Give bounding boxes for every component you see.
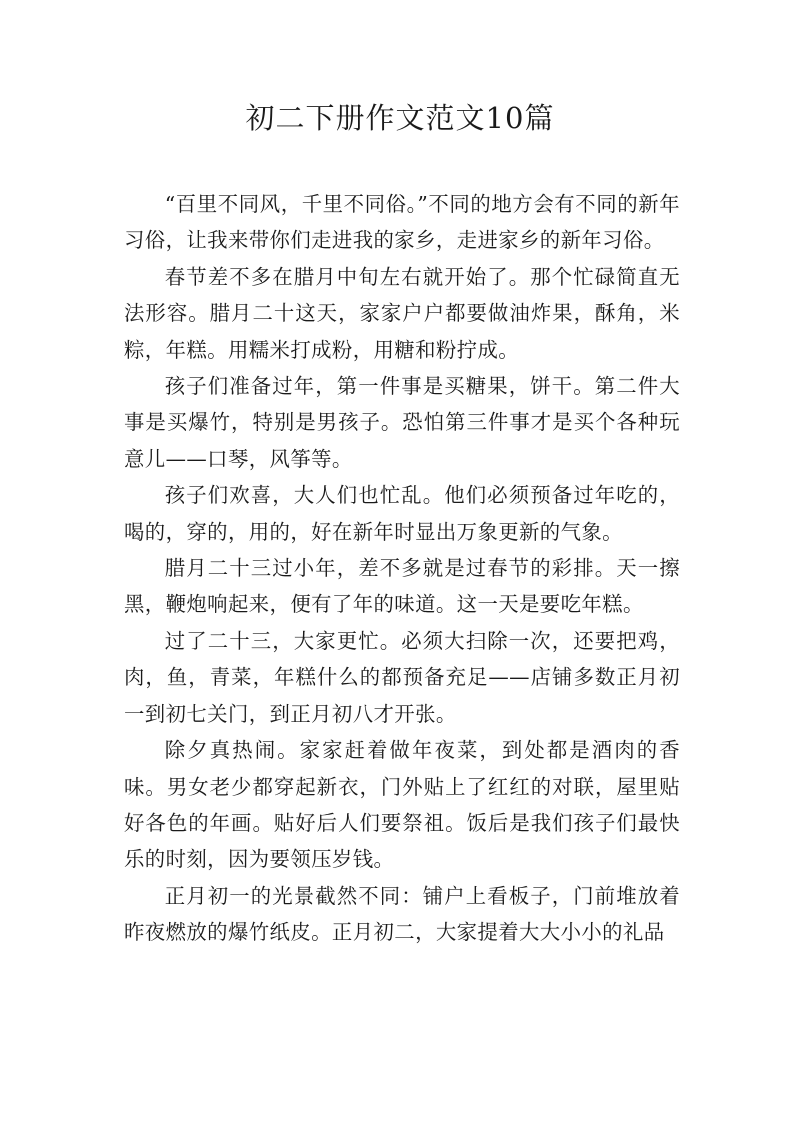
document-body: [124, 186, 680, 951]
document-title: 初二下册作文范文10篇: [245, 101, 555, 135]
paragraph-4: 孩子们欢喜，大人们也忙乱。他们必须预备过年吃的，喝的，穿的，用的，好在新年时显出万象更新的气象。: [124, 483, 680, 544]
paragraph-6: 过了二十三，大家更忙。必须大扫除一次，还要把鸡，肉，鱼，青菜，年糕什么的都预备充足——店铺多数正月初一到初七关门，到正月初八才开张。: [124, 628, 680, 726]
paragraph-2: 春节差不多在腊月中旬左右就开始了。那个忙碌简直无法形容。腊月二十这天，家家户户都要做油炸果，酥角，米粽，年糕。用糯米打成粉，用糖和粉拧成。: [124, 264, 680, 362]
paragraph-1: “百里不同风，千里不同俗。”不同的地方会有不同的新年习俗，让我来带你们走进我的家乡，走进家乡的新年习俗。: [124, 192, 680, 253]
paragraph-5: 腊月二十三过小年，差不多就是过春节的彩排。天一擦黑，鞭炮响起来，便有了年的味道。这一天是要吃年糕。: [124, 556, 680, 617]
paragraph-8: 正月初一的光景截然不同：铺户上看板子，门前堆放着昨夜燃放的爆竹纸皮。正月初二，大家提着大大小小的礼品: [124, 883, 680, 945]
paragraph-3: 孩子们准备过年，第一件事是买糖果，饼干。第二件大事是买爆竹，特别是男孩子。恐怕第三件事才是买个各种玩意儿——口琴，风筝等。: [124, 374, 680, 471]
paragraph-7: 除夕真热闹。家家赶着做年夜菜，到处都是酒肉的香味。男女老少都穿起新衣，门外贴上了红红的对联，屋里贴好各色的年画。贴好后人们要祭祖。饭后是我们孩子们最快乐的时刻，因为要领压岁钱。: [124, 738, 680, 872]
